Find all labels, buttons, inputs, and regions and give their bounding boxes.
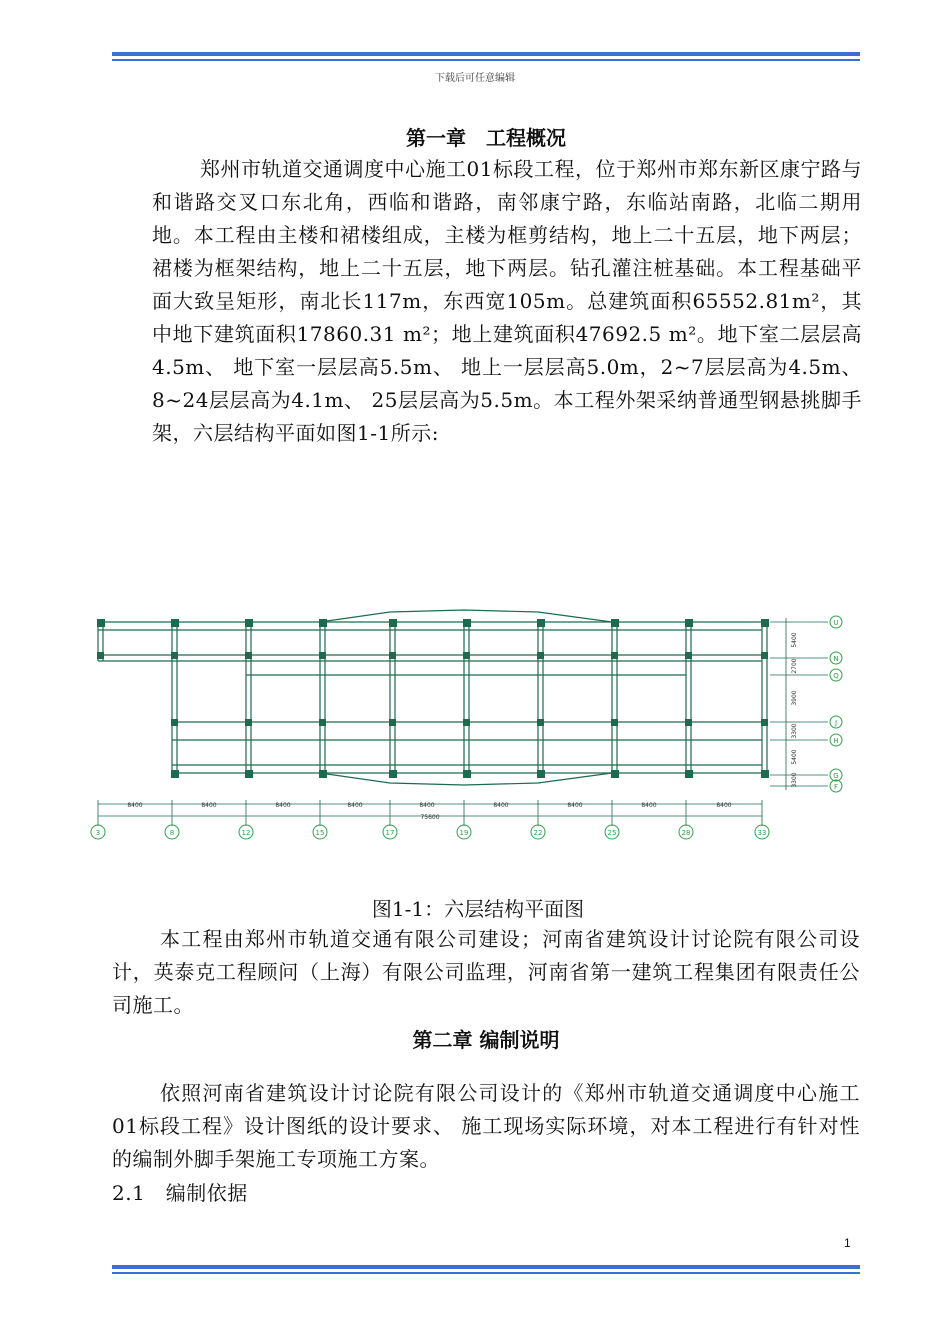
- bay-dim-label: 8400: [641, 802, 657, 809]
- column: [97, 619, 105, 627]
- bay-dim-label: 8400: [419, 802, 435, 809]
- row-dim-label: 5400: [791, 632, 798, 648]
- column: [611, 619, 619, 627]
- grid-axis-label: 3: [95, 829, 101, 837]
- column: [685, 719, 692, 726]
- chapter2-title: 第二章 编制说明: [412, 1028, 560, 1052]
- row-axis-label: J: [834, 719, 838, 727]
- column: [97, 652, 104, 659]
- column: [611, 719, 618, 726]
- row-dim-label: 3300: [791, 723, 798, 739]
- row-axis-label: F: [833, 783, 839, 791]
- chapter1-title: 第一章 工程概况: [406, 126, 566, 150]
- column: [389, 619, 397, 627]
- structural-plan-figure: [90, 600, 850, 840]
- column: [537, 619, 545, 627]
- bay-dim-label: 8400: [493, 802, 509, 809]
- column: [685, 619, 693, 627]
- column: [463, 719, 470, 726]
- bay-dim-label: 8400: [275, 802, 291, 809]
- column: [171, 652, 178, 659]
- header-rule: [112, 52, 860, 61]
- column: [171, 770, 179, 778]
- column: [537, 652, 544, 659]
- footer-rule: [112, 1265, 860, 1274]
- row-axis-label: N: [833, 655, 839, 663]
- row-dim-label: 3900: [791, 690, 798, 706]
- row-axis-label: G: [833, 772, 839, 780]
- row-axis-label: Q: [833, 672, 839, 680]
- column: [245, 719, 252, 726]
- row-dim-label: 2700: [791, 658, 798, 674]
- grid-axis-label: 33: [757, 829, 767, 837]
- column: [685, 652, 692, 659]
- column: [761, 770, 769, 778]
- column: [245, 770, 253, 778]
- plan-columns: [97, 619, 769, 778]
- chapter1-paragraph-2: 本工程由郑州市轨道交通有限公司建设；河南省建筑设计讨论院有限公司设计，英泰克工程顾问（上海）有限公司监理，河南省第一建筑工程集团有限责任公司施工。: [112, 927, 860, 1017]
- column: [611, 770, 619, 778]
- column: [685, 770, 693, 778]
- grid-axis-label: 22: [533, 829, 543, 837]
- column: [761, 719, 768, 726]
- grid-axis-label: 8: [169, 829, 175, 837]
- plan-structure: [98, 610, 767, 785]
- chapter2-paragraph-1: 依照河南省建筑设计讨论院有限公司设计的《郑州市轨道交通调度中心施工01标段工程》设计图纸的设计要求、 施工现场实际环境，对本工程进行有针对性的编制外脚手架施工专项施工方案。: [112, 1081, 860, 1171]
- row-axis-label: U: [833, 619, 839, 627]
- grid-axis-label: 15: [315, 829, 325, 837]
- bay-dim-label: 8400: [716, 802, 732, 809]
- column: [319, 619, 327, 627]
- page-number: 1: [844, 1236, 851, 1250]
- grid-axis-label: 19: [459, 829, 469, 837]
- grid-axis-label: 28: [681, 829, 691, 837]
- column: [245, 652, 252, 659]
- column: [171, 619, 179, 627]
- column: [319, 719, 326, 726]
- column: [171, 719, 178, 726]
- header-note: 下载后可任意编辑: [435, 73, 515, 84]
- figure-caption: 图1-1：六层结构平面图: [371, 897, 585, 921]
- plan-dimensions: [91, 616, 842, 839]
- column: [389, 770, 397, 778]
- row-axis-label: H: [833, 737, 839, 745]
- column: [537, 770, 545, 778]
- bay-dim-label: 8400: [347, 802, 363, 809]
- column: [245, 619, 253, 627]
- total-dim-label: 75600: [420, 814, 440, 821]
- grid-axis-label: 17: [385, 829, 395, 837]
- bay-dim-label: 8400: [201, 802, 217, 809]
- column: [463, 770, 471, 778]
- column: [761, 619, 769, 627]
- column: [611, 652, 618, 659]
- bay-dim-label: 8400: [127, 802, 143, 809]
- bay-dim-label: 8400: [567, 802, 583, 809]
- column: [319, 652, 326, 659]
- column: [537, 719, 544, 726]
- grid-axis-label: 12: [241, 829, 251, 837]
- chapter1-paragraph-1: 郑州市轨道交通调度中心施工01标段工程，位于郑州市郑东新区康宁路与和谐路交叉口东北角，西临和谐路，南邻康宁路，东临站南路，北临二期用地。本工程由主楼和裙楼组成，主楼为框剪结构，地上二十五层，地下两层；裙楼为框架结构，地上二十五层，地下两层。钻孔灌注桩基础。本工程基础平面大致呈矩形，南北长117m，东西宽105m。总建筑面积65552.81m²，其中地下建筑面积17860.31 m²；地上建筑面积47692.5 m²。地下室二层层高4.5m、 地下室一层层高5.5m、 地上一层层高5.0m，2~7层层高为4.5m、 8~24层层高为4.1m、 25层层高为5.5m。本工程外架采纳普通型钢悬挑脚手架，六层结构平面如图1-1所示:: [152, 157, 862, 445]
- grid-axis-label: 25: [607, 829, 617, 837]
- section-2-1-heading: 2.1 编制依据: [112, 1181, 248, 1205]
- column: [761, 652, 768, 659]
- row-dim-label: 3300: [791, 772, 798, 788]
- column: [463, 619, 471, 627]
- column: [389, 652, 396, 659]
- column: [463, 652, 470, 659]
- row-dim-label: 5400: [791, 749, 798, 765]
- column: [319, 770, 327, 778]
- column: [389, 719, 396, 726]
